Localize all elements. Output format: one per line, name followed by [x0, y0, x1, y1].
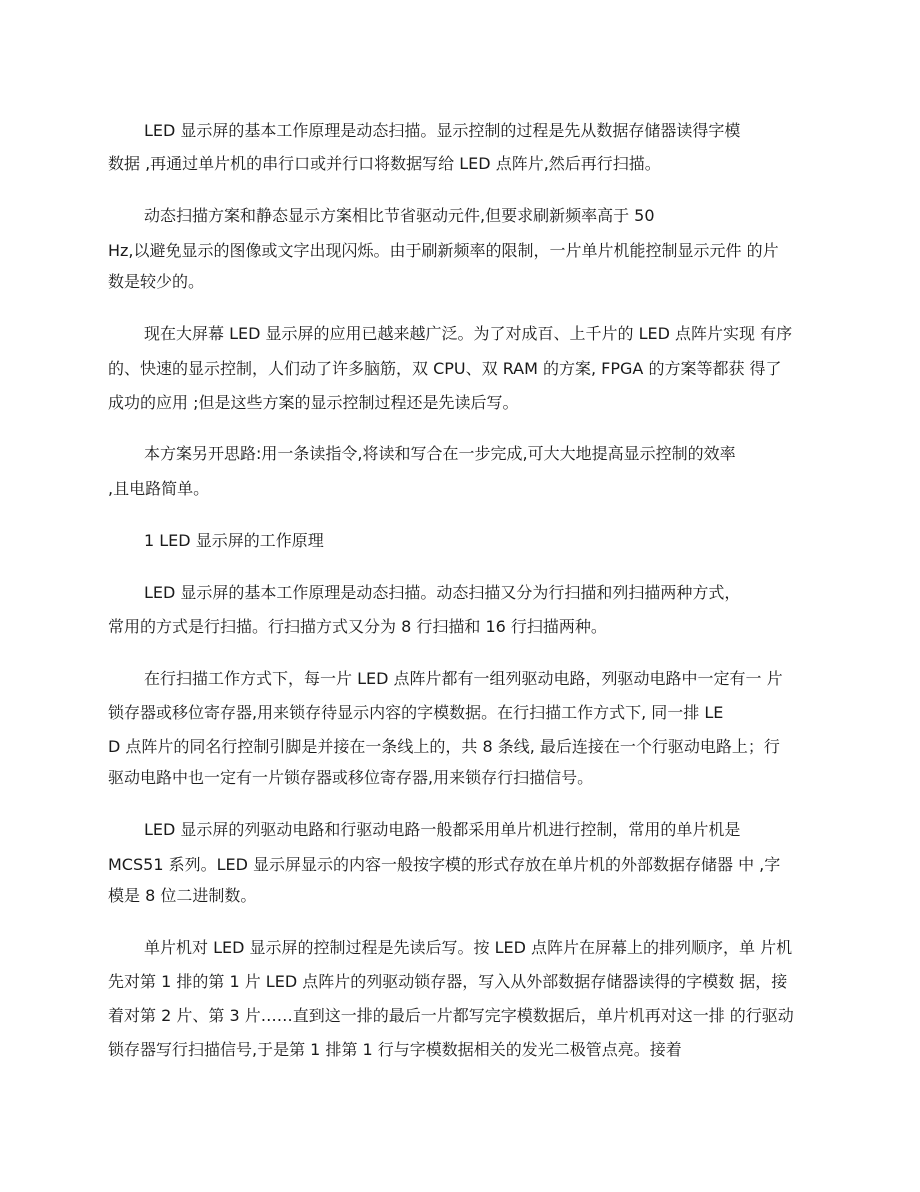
paragraph-line: 锁存器写行扫描信号,于是第 1 排第 1 行与字模数据相关的发光二极管点亮。接着: [108, 1040, 682, 1059]
paragraph-line: 本方案另开思路:用一条读指令,将读和写合在一步完成,可大大地提高显示控制的效率: [144, 444, 736, 463]
paragraph-line: 数是较少的。: [108, 272, 205, 291]
paragraph-line: LED 显示屏的基本工作原理是动态扫描。显示控制的过程是先从数据存储器读得字模: [144, 121, 741, 140]
paragraph-line: 在行扫描工作方式下，每一片 LED 点阵片都有一组列驱动电路，列驱动电路中一定有一 片: [144, 669, 783, 688]
paragraph-line: Hz,以避免显示的图像或文字出现闪烁。由于刷新频率的限制，一片单片机能控制显示元件 的片: [108, 241, 779, 260]
paragraph-line: MCS51 系列。LED 显示屏显示的内容一般按字模的形式存放在单片机的外部数据存储器 中 ,字: [108, 855, 781, 874]
paragraph-line: 先对第 1 排的第 1 片 LED 点阵片的列驱动锁存器，写入从外部数据存储器读得的字模数 据，接: [108, 972, 788, 991]
paragraph-line: 的、快速的显示控制，人们动了许多脑筋，双 CPU、双 RAM 的方案, FPGA 的方案等都获 得了: [108, 359, 782, 378]
paragraph-line: 驱动电路中也一定有一片锁存器或移位寄存器,用来锁存行扫描信号。: [108, 768, 594, 787]
paragraph-line: 常用的方式是行扫描。行扫描方式又分为 8 行扫描和 16 行扫描两种。: [108, 617, 607, 636]
paragraph-line: 动态扫描方案和静态显示方案相比节省驱动元件,但要求刷新频率高于 50: [144, 206, 655, 225]
paragraph-line: 锁存器或移位寄存器,用来锁存待显示内容的字模数据。在行扫描工作方式下, 同一排 LE: [108, 703, 724, 722]
paragraph-line: ,且电路简单。: [108, 479, 210, 498]
paragraph-line: 模是 8 位二进制数。: [108, 886, 257, 905]
paragraph-line: 着对第 2 片、第 3 片……直到这一排的最后一片都写完字模数据后，单片机再对这一排 的行驱动: [108, 1006, 794, 1025]
paragraph-line: 单片机对 LED 显示屏的控制过程是先读后写。按 LED 点阵片在屏幕上的排列顺序，单 片机: [144, 938, 793, 957]
paragraph-line: 数据 ,再通过单片机的串行口或并行口将数据写给 LED 点阵片,然后再行扫描。: [108, 154, 661, 173]
paragraph-line: LED 显示屏的列驱动电路和行驱动电路一般都采用单片机进行控制，常用的单片机是: [144, 820, 741, 839]
section-heading: 1 LED 显示屏的工作原理: [144, 531, 324, 550]
paragraph-line: D 点阵片的同名行控制引脚是并接在一条线上的，共 8 条线, 最后连接在一个行驱动电路上；行: [108, 737, 780, 756]
paragraph-line: 成功的应用 ;但是这些方案的显示控制过程还是先读后写。: [108, 393, 519, 412]
paragraph-line: LED 显示屏的基本工作原理是动态扫描。动态扫描又分为行扫描和列扫描两种方式，: [144, 583, 741, 602]
paragraph-line: 现在大屏幕 LED 显示屏的应用已越来越广泛。为了对成百、上千片的 LED 点阵片实现 有序: [144, 324, 793, 343]
